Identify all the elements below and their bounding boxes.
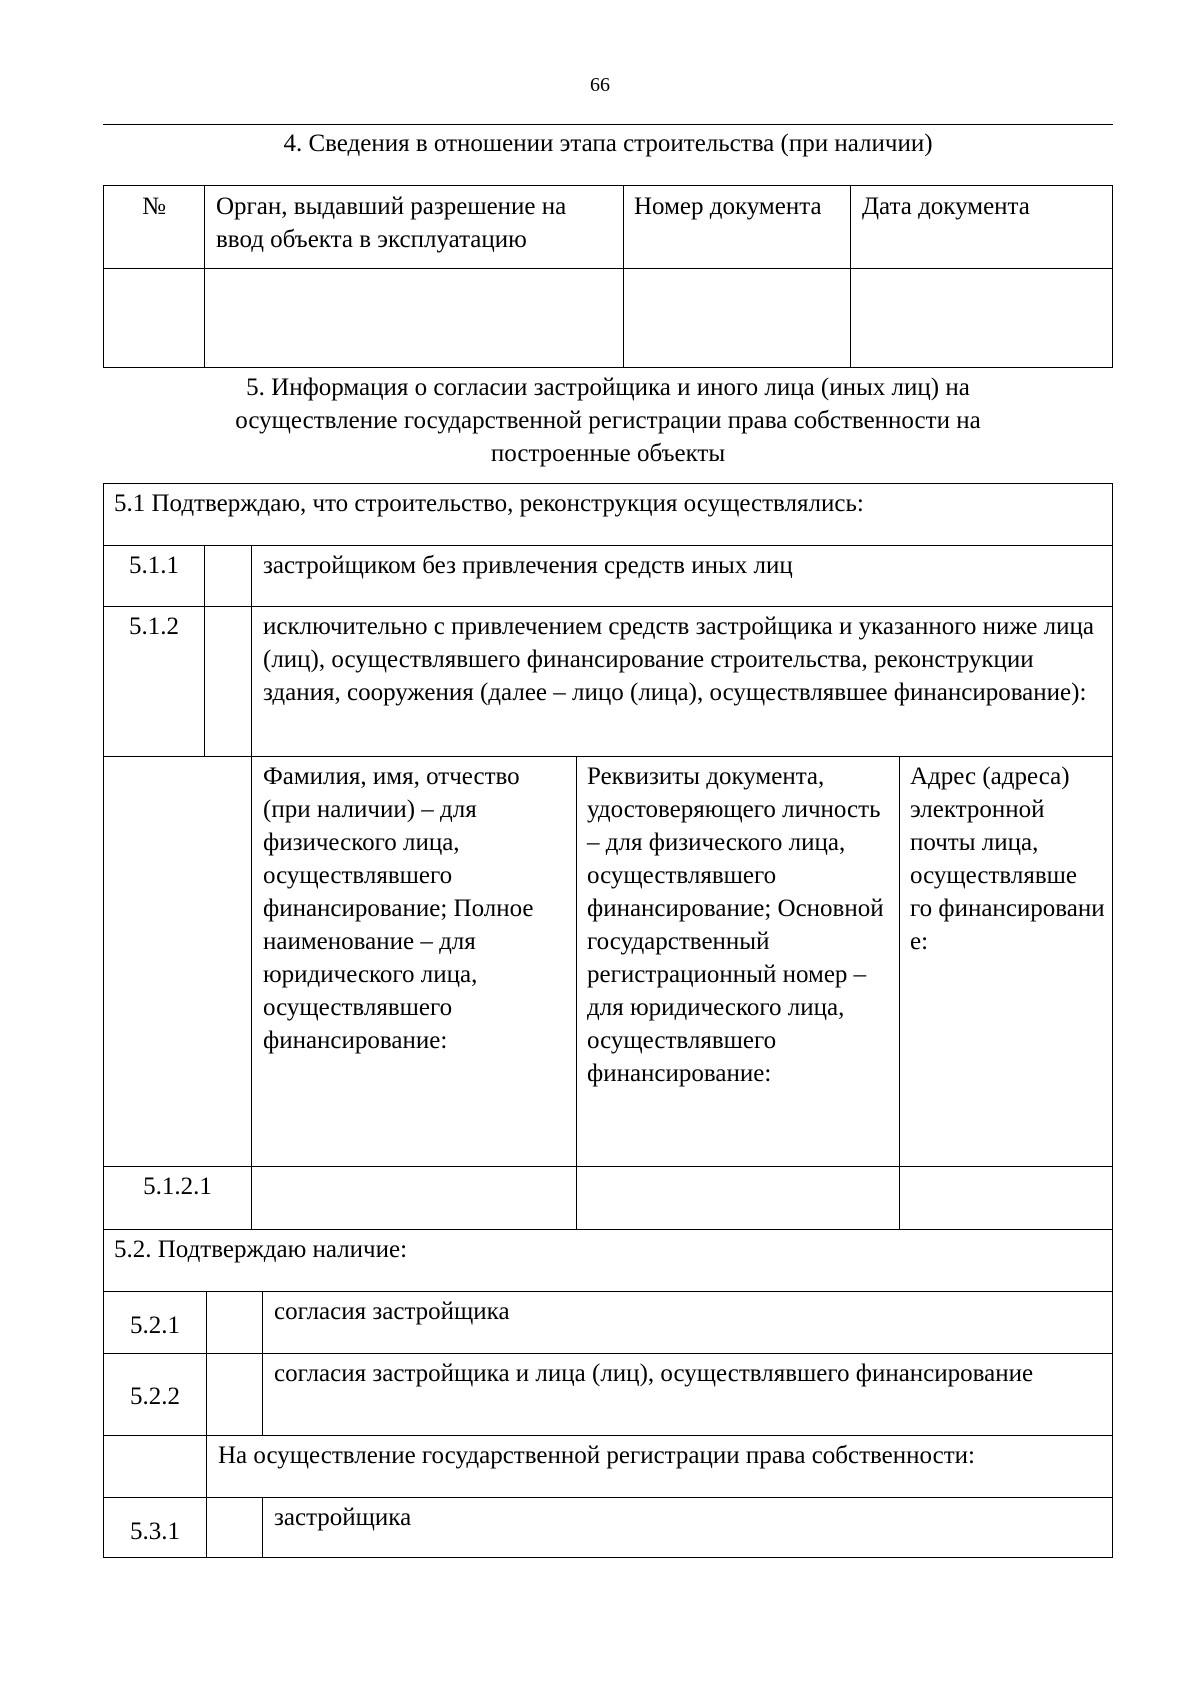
header-rule [103,124,1113,125]
page-number: 66 [590,74,610,96]
table-row-divider [103,268,1113,269]
header-cell-organ: Орган, выдавший разрешение на ввод объекта в эксплуатацию [216,193,567,253]
table-col-divider [206,1497,207,1558]
table-row-divider [103,1497,1113,1498]
table-col-divider [899,756,900,1229]
header-cell-doc-date: Дата документа [862,193,1030,220]
row-number-5-3-1: 5.3.1 [130,1518,180,1545]
table-row-divider [103,606,1113,607]
table-row-divider [103,1291,1113,1292]
row-number-5-1-2-1: 5.1.2.1 [143,1173,212,1200]
table-row-divider [103,1229,1113,1230]
header-cell-doc-number: Номер документа [634,193,822,220]
table-col-divider [262,1497,263,1558]
table-col-divider [262,1291,263,1435]
table-col-divider [204,545,205,756]
header-cell-number: № [142,193,166,220]
column-header-name: Фамилия, имя, отчество (при наличии) – для физического лица, осуществлявшего финансирование; Полное наименование – для юридического лица, осуществлявшего финансирование: [263,763,534,1054]
row-text-5-2-2: согласия застройщика и лица (лиц), осуществлявшего финансирование [274,1360,1034,1387]
section-5-title-line: осуществление государственной регистрации права собственности на [235,407,981,434]
table-col-divider [251,545,252,756]
section-5-title-line: построенные объекты [490,440,726,467]
section-5-2-header: 5.2. Подтверждаю наличие: [114,1236,408,1263]
section-5-1-header: 5.1 Подтверждаю, что строительство, реконструкция осуществлялись: [114,490,864,517]
table-col-divider [206,1291,207,1435]
column-header-documents: Реквизиты документа, удостоверяющего личность – для физического лица, осуществлявшего финансирование; Основной государственный регистрационный номер – для юридического лица, осуществлявшего финансирование: [587,763,884,1087]
row-number-5-1-2: 5.1.2 [129,613,179,640]
table-col-divider [251,756,252,1229]
row-number-5-2-1: 5.2.1 [130,1312,180,1339]
section-5-3-header: На осуществление государственной регистрации права собственности: [218,1442,976,1469]
row-text-5-1-1: застройщиком без привлечения средств иных лиц [263,552,793,579]
table-row-divider [103,1166,1113,1167]
row-number-5-1-1: 5.1.1 [129,552,179,579]
column-header-email: Адрес (адреса) электронной почты лица, осуществлявше го финансировани е: [910,763,1105,955]
table-row-divider [103,756,1113,757]
table-col-divider [850,185,851,368]
row-number-5-2-2: 5.2.2 [130,1383,180,1410]
table-row-divider [103,545,1113,546]
table-col-divider [576,756,577,1229]
row-text-5-3-1: застройщика [274,1504,412,1531]
table-col-divider [623,185,624,368]
table-col-divider [204,185,205,368]
table-row-divider [103,1435,1113,1436]
table-col-divider [206,1435,207,1497]
section-5-title [103,371,1113,470]
table-row-divider [103,1353,1113,1354]
section-5-title-line: 5. Информация о согласии застройщика и иного лица (иных лиц) на [246,374,970,401]
row-text-5-1-2: исключительно с привлечением средств застройщика и указанного ниже лица (лиц), осуществлявшего финансирование строительства, реконструкции здания, сооружения (далее – лицо (лица), осуществлявшее финансирование): [263,613,1094,706]
row-text-5-2-1: согласия застройщика [274,1298,510,1325]
section-4-title: 4. Сведения в отношении этапа строительства (при наличии) [283,130,933,157]
